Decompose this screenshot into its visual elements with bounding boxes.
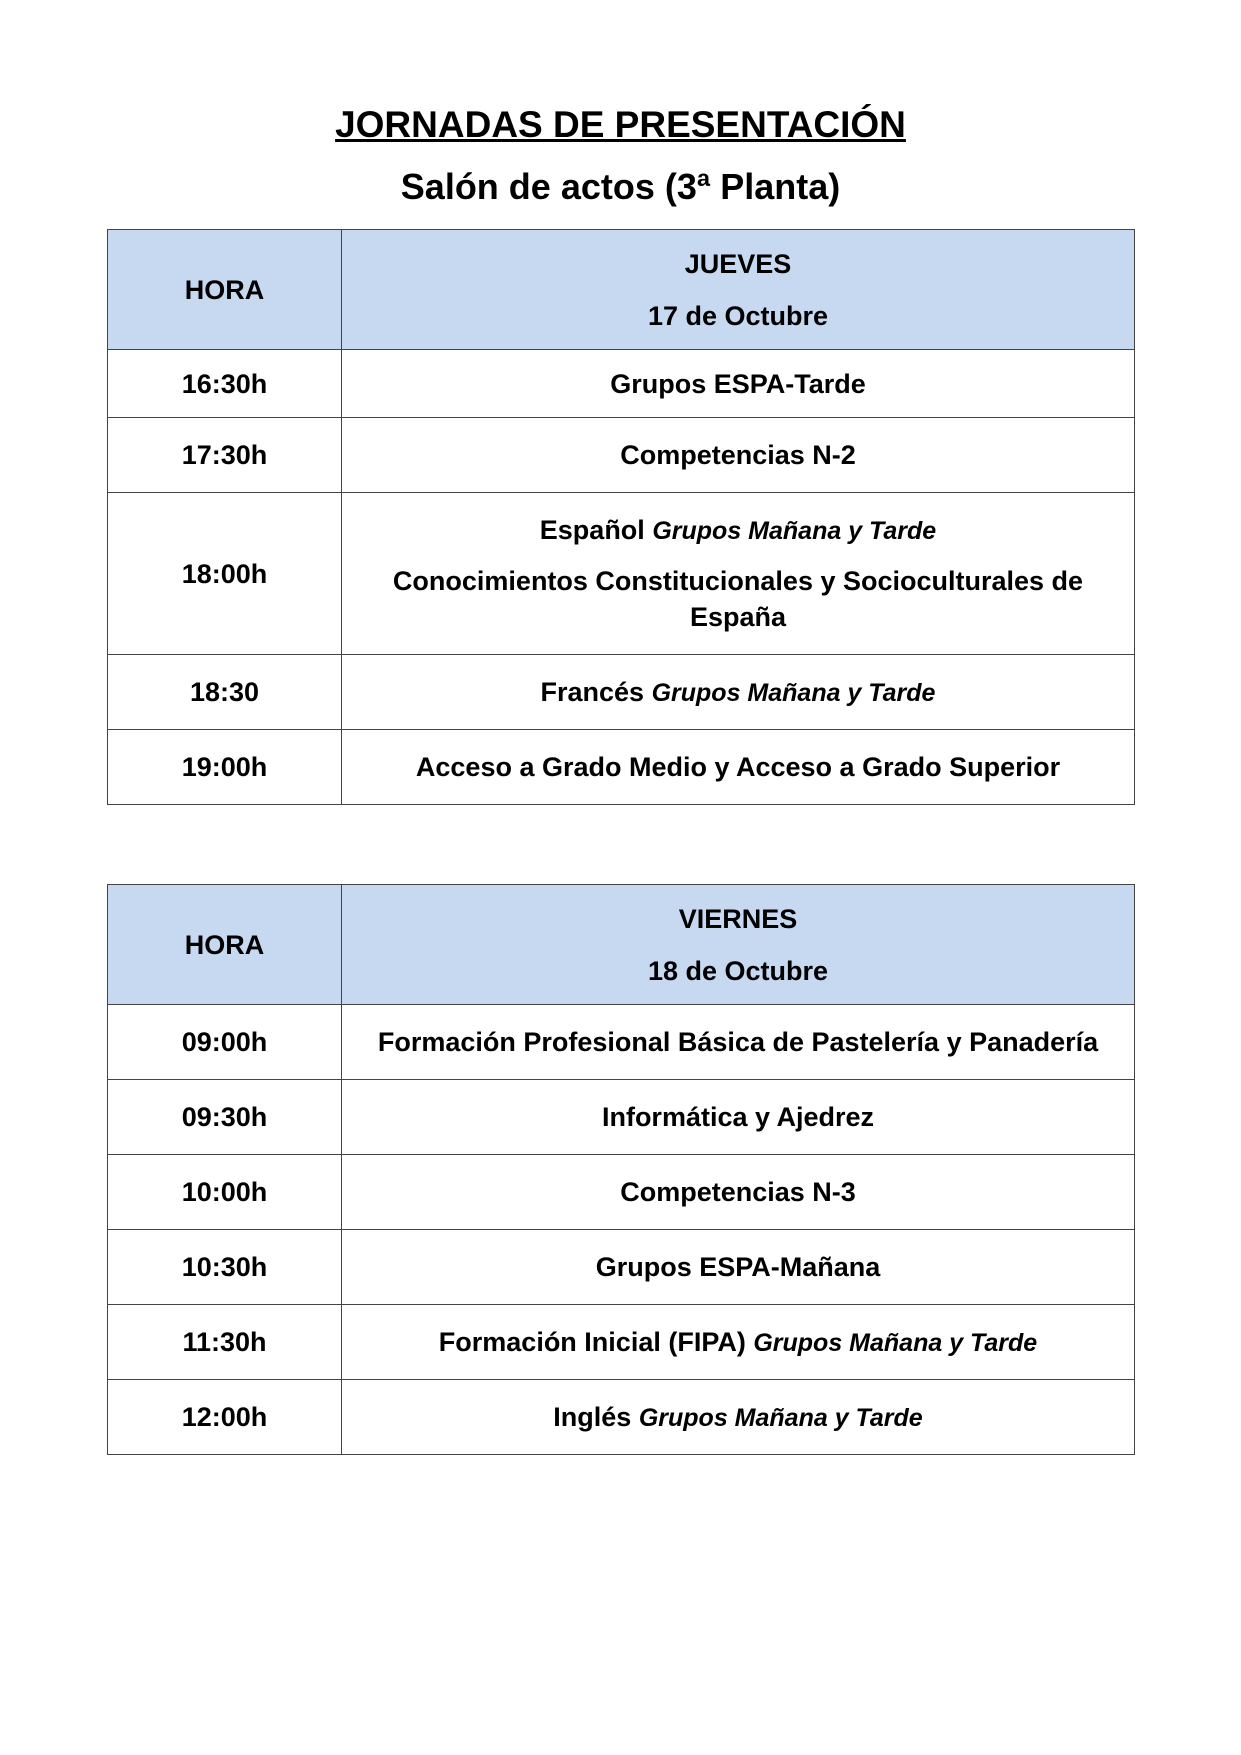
activity-main: Inglés xyxy=(553,1401,632,1432)
time-cell: 19:00h xyxy=(108,730,342,805)
day-header xyxy=(342,885,1135,1005)
activity-cell: Competencias N-2 xyxy=(342,418,1135,493)
activity-cell: Formación Profesional Básica de Pastelería y Panadería xyxy=(342,1005,1135,1080)
day-date: 18 de Octubre xyxy=(647,955,829,986)
page-title: JORNADAS DE PRESENTACIÓN xyxy=(335,104,906,145)
time-cell: 18:30 xyxy=(108,655,342,730)
activity-cell xyxy=(342,493,1135,655)
time-cell: 09:00h xyxy=(108,1005,342,1080)
activity-note: Grupos Mañana y Tarde xyxy=(638,1403,923,1432)
table-row xyxy=(108,350,1135,418)
activity-cell: Competencias N-3 xyxy=(342,1155,1135,1230)
activity-note: Grupos Mañana y Tarde xyxy=(753,1328,1038,1357)
table-header-row xyxy=(108,885,1135,1005)
time-cell: 12:00h xyxy=(108,1380,342,1455)
hora-header: HORA xyxy=(108,885,342,1005)
activity-cell: Informática y Ajedrez xyxy=(342,1080,1135,1155)
table-row xyxy=(108,493,1135,655)
schedule-table-friday xyxy=(107,884,1135,1455)
time-cell: 18:00h xyxy=(108,493,342,655)
activity-main: Español xyxy=(539,515,645,545)
activity-cell xyxy=(342,655,1135,730)
activity-line: Conocimientos Constitucionales y Socioculturales de España xyxy=(392,566,1084,632)
time-cell: 10:00h xyxy=(108,1155,342,1230)
page-subtitle: Salón de actos (3ª Planta) xyxy=(400,166,841,207)
table-row xyxy=(108,1155,1135,1230)
activity-main: Formación Inicial (FIPA) xyxy=(438,1326,746,1357)
time-cell: 10:30h xyxy=(108,1230,342,1305)
time-cell: 16:30h xyxy=(108,350,342,418)
schedule-table-thursday xyxy=(107,229,1135,805)
activity-cell xyxy=(342,1380,1135,1455)
table-row xyxy=(108,1380,1135,1455)
table-row xyxy=(108,1305,1135,1380)
activity-cell xyxy=(342,1305,1135,1380)
day-name: JUEVES xyxy=(684,248,792,279)
hora-header: HORA xyxy=(108,230,342,350)
day-date: 17 de Octubre xyxy=(647,300,829,331)
activity-cell: Grupos ESPA-Mañana xyxy=(342,1230,1135,1305)
activity-note: Grupos Mañana y Tarde xyxy=(652,517,937,545)
activity-main: Francés xyxy=(540,676,645,707)
table-row xyxy=(108,730,1135,805)
activity-cell: Acceso a Grado Medio y Acceso a Grado Superior xyxy=(342,730,1135,805)
activity-line xyxy=(350,512,1126,549)
table-row xyxy=(108,1080,1135,1155)
table-row xyxy=(108,1005,1135,1080)
time-cell: 17:30h xyxy=(108,418,342,493)
activity-cell: Grupos ESPA-Tarde xyxy=(342,350,1135,418)
table-row xyxy=(108,655,1135,730)
table-header-row xyxy=(108,230,1135,350)
activity-note: Grupos Mañana y Tarde xyxy=(651,678,936,707)
time-cell: 09:30h xyxy=(108,1080,342,1155)
table-row xyxy=(108,1230,1135,1305)
day-name: VIERNES xyxy=(678,903,798,934)
time-cell: 11:30h xyxy=(108,1305,342,1380)
table-row xyxy=(108,418,1135,493)
day-header xyxy=(342,230,1135,350)
